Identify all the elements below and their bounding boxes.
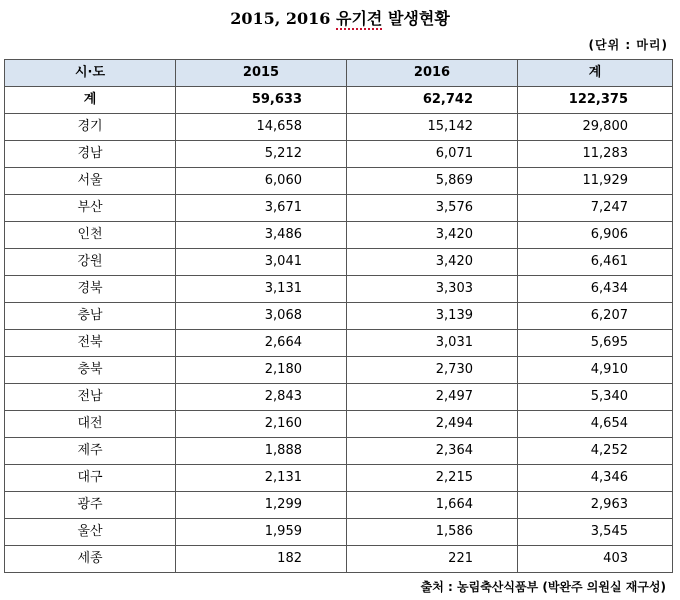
total-label: 계 xyxy=(5,87,176,114)
title-prefix: 2015, 2016 xyxy=(230,9,336,28)
unit-note: (단위 : 마리) xyxy=(588,38,668,52)
value-2016-cell: 3,303 xyxy=(347,276,518,303)
sum-cell: 29,800 xyxy=(518,114,673,141)
value-2016-cell: 5,869 xyxy=(347,168,518,195)
table-row xyxy=(5,384,673,411)
value-2015-cell: 1,959 xyxy=(176,519,347,546)
table-row xyxy=(5,141,673,168)
sum-cell: 4,252 xyxy=(518,438,673,465)
sum-cell: 11,283 xyxy=(518,141,673,168)
sum-cell: 5,340 xyxy=(518,384,673,411)
page-title xyxy=(0,6,680,29)
title-suffix: 발생현황 xyxy=(382,9,450,28)
source-note: 출처 : 농림축산식품부 (박완주 의원실 재구성) xyxy=(420,580,666,594)
header-region: 시·도 xyxy=(5,60,176,87)
value-2015-cell: 2,160 xyxy=(176,411,347,438)
table-row xyxy=(5,276,673,303)
table-row xyxy=(5,114,673,141)
value-2016-cell: 6,071 xyxy=(347,141,518,168)
value-2015-cell: 2,131 xyxy=(176,465,347,492)
value-2015-cell: 1,888 xyxy=(176,438,347,465)
sum-cell: 4,910 xyxy=(518,357,673,384)
sum-cell: 403 xyxy=(518,546,673,573)
value-2016-cell: 1,586 xyxy=(347,519,518,546)
region-cell: 대구 xyxy=(5,465,176,492)
table-row xyxy=(5,249,673,276)
region-cell: 경북 xyxy=(5,276,176,303)
sum-cell: 5,695 xyxy=(518,330,673,357)
total-sum: 122,375 xyxy=(518,87,673,114)
table-row xyxy=(5,411,673,438)
value-2016-cell: 2,730 xyxy=(347,357,518,384)
table-row xyxy=(5,492,673,519)
total-row xyxy=(5,87,673,114)
value-2016-cell: 221 xyxy=(347,546,518,573)
value-2015-cell: 6,060 xyxy=(176,168,347,195)
value-2015-cell: 3,486 xyxy=(176,222,347,249)
sum-cell: 6,906 xyxy=(518,222,673,249)
value-2015-cell: 5,212 xyxy=(176,141,347,168)
value-2015-cell: 3,068 xyxy=(176,303,347,330)
region-cell: 제주 xyxy=(5,438,176,465)
sum-cell: 6,207 xyxy=(518,303,673,330)
region-cell: 전북 xyxy=(5,330,176,357)
region-cell: 대전 xyxy=(5,411,176,438)
region-cell: 강원 xyxy=(5,249,176,276)
region-cell: 세종 xyxy=(5,546,176,573)
sum-cell: 4,346 xyxy=(518,465,673,492)
value-2016-cell: 2,497 xyxy=(347,384,518,411)
region-cell: 충남 xyxy=(5,303,176,330)
sum-cell: 6,461 xyxy=(518,249,673,276)
region-cell: 인천 xyxy=(5,222,176,249)
region-cell: 부산 xyxy=(5,195,176,222)
value-2015-cell: 2,664 xyxy=(176,330,347,357)
stats-table xyxy=(4,59,673,573)
value-2016-cell: 15,142 xyxy=(347,114,518,141)
region-cell: 충북 xyxy=(5,357,176,384)
table-row xyxy=(5,546,673,573)
region-cell: 광주 xyxy=(5,492,176,519)
total-2015: 59,633 xyxy=(176,87,347,114)
value-2016-cell: 2,364 xyxy=(347,438,518,465)
sum-cell: 3,545 xyxy=(518,519,673,546)
value-2015-cell: 182 xyxy=(176,546,347,573)
header-total: 계 xyxy=(518,60,673,87)
header-2016: 2016 xyxy=(347,60,518,87)
sum-cell: 4,654 xyxy=(518,411,673,438)
sum-cell: 6,434 xyxy=(518,276,673,303)
title-underlined-word: 유기견 xyxy=(336,9,383,28)
table-row xyxy=(5,222,673,249)
sum-cell: 2,963 xyxy=(518,492,673,519)
region-cell: 경남 xyxy=(5,141,176,168)
value-2015-cell: 3,671 xyxy=(176,195,347,222)
table-row xyxy=(5,357,673,384)
table-row xyxy=(5,519,673,546)
region-cell: 전남 xyxy=(5,384,176,411)
total-2016: 62,742 xyxy=(347,87,518,114)
value-2015-cell: 3,041 xyxy=(176,249,347,276)
value-2015-cell: 1,299 xyxy=(176,492,347,519)
value-2016-cell: 3,420 xyxy=(347,222,518,249)
value-2016-cell: 2,494 xyxy=(347,411,518,438)
region-cell: 경기 xyxy=(5,114,176,141)
value-2016-cell: 3,420 xyxy=(347,249,518,276)
header-row xyxy=(5,60,673,87)
sum-cell: 7,247 xyxy=(518,195,673,222)
table-row xyxy=(5,438,673,465)
region-cell: 서울 xyxy=(5,168,176,195)
value-2015-cell: 2,843 xyxy=(176,384,347,411)
value-2016-cell: 3,576 xyxy=(347,195,518,222)
header-2015: 2015 xyxy=(176,60,347,87)
table-row xyxy=(5,465,673,492)
table-row xyxy=(5,168,673,195)
table-row xyxy=(5,195,673,222)
table-row xyxy=(5,330,673,357)
value-2015-cell: 3,131 xyxy=(176,276,347,303)
value-2016-cell: 2,215 xyxy=(347,465,518,492)
value-2016-cell: 1,664 xyxy=(347,492,518,519)
value-2016-cell: 3,031 xyxy=(347,330,518,357)
table-row xyxy=(5,303,673,330)
value-2015-cell: 2,180 xyxy=(176,357,347,384)
value-2015-cell: 14,658 xyxy=(176,114,347,141)
sum-cell: 11,929 xyxy=(518,168,673,195)
region-cell: 울산 xyxy=(5,519,176,546)
value-2016-cell: 3,139 xyxy=(347,303,518,330)
